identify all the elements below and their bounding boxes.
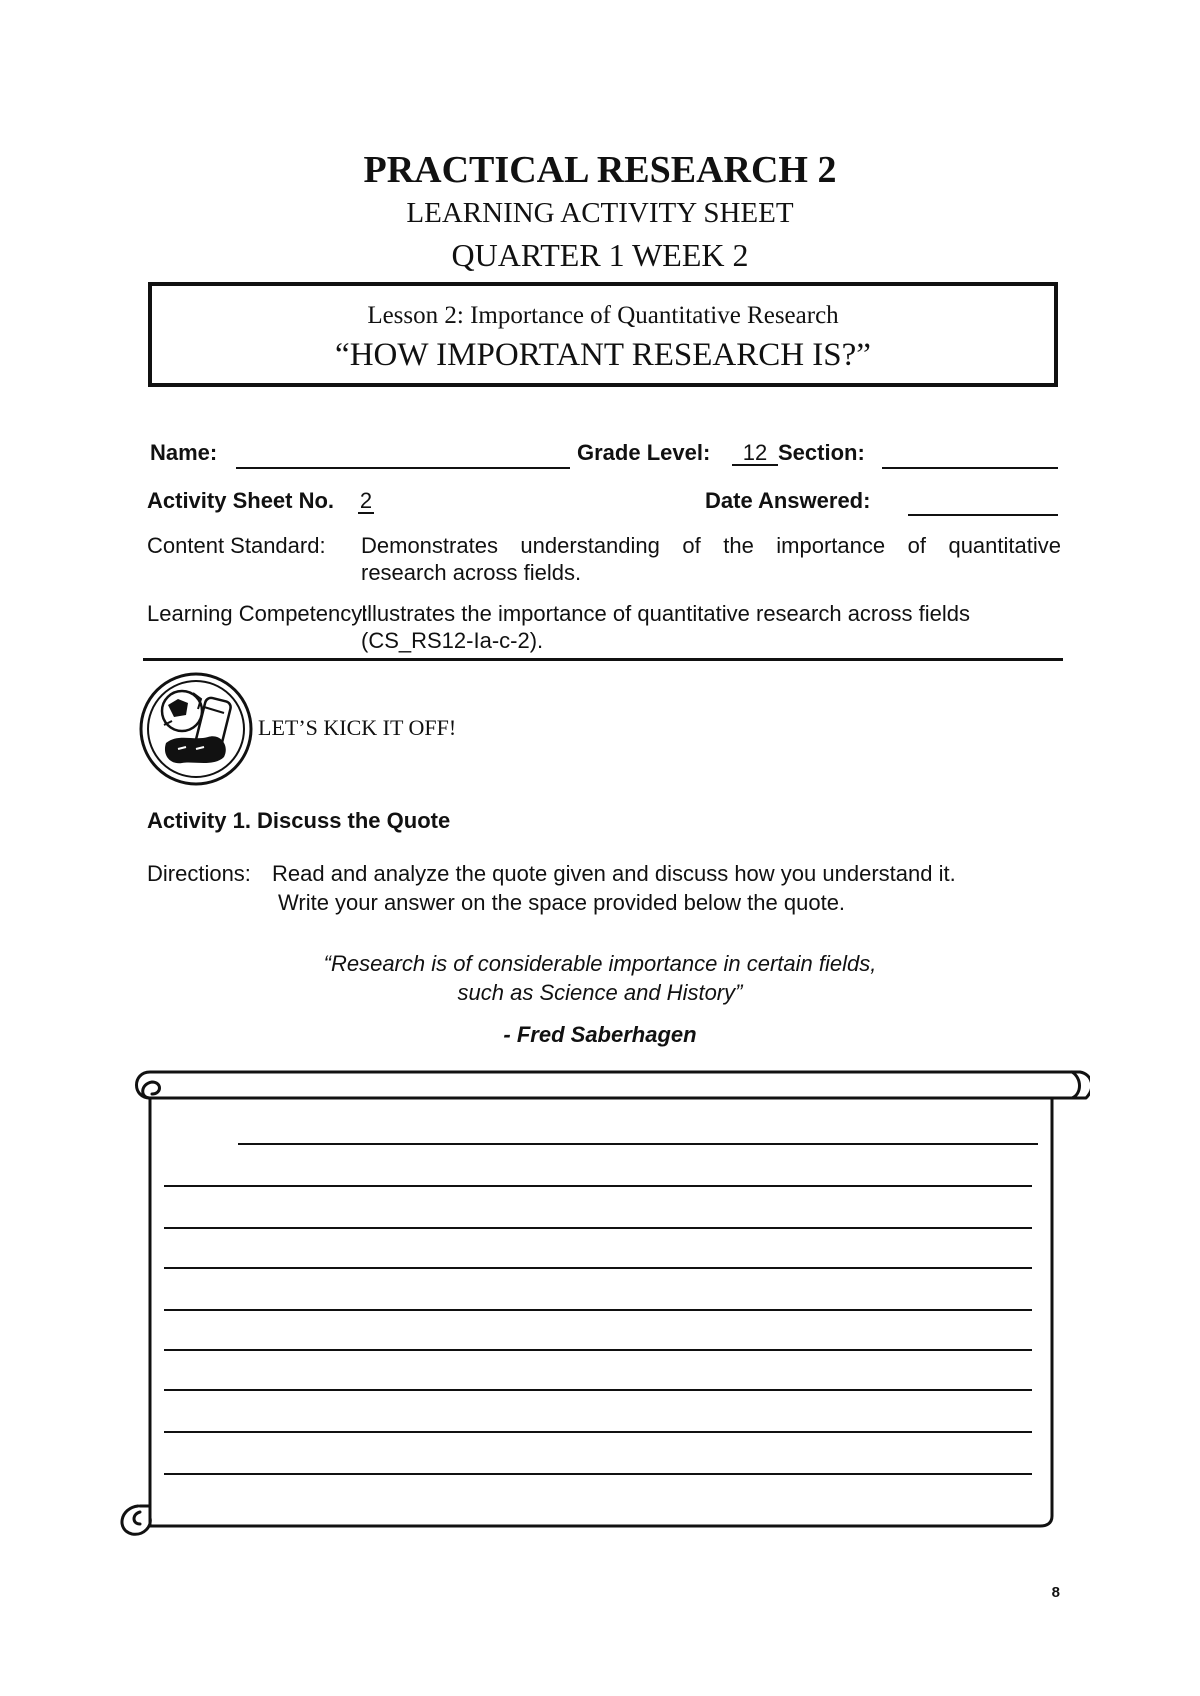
content-standard-text-2: research across fields. (361, 560, 582, 585)
learning-competency-label: Learning Competency: (147, 601, 369, 626)
answer-line-5[interactable] (164, 1296, 1032, 1310)
page-title: PRACTICAL RESEARCH 2 (363, 149, 837, 191)
directions-text-2: Write your answer on the space provided below the quote. (278, 890, 846, 915)
name-field[interactable] (236, 445, 570, 469)
answer-line-1[interactable] (238, 1130, 1038, 1144)
lesson-label: Lesson 2: Importance of Quantitative Research (367, 302, 839, 329)
activity-sheet-number: 2 (359, 488, 373, 513)
answer-line-8[interactable] (164, 1418, 1032, 1432)
quarter-week: QUARTER 1 WEEK 2 (451, 237, 749, 273)
answer-line-9[interactable] (164, 1460, 1032, 1474)
answer-line-2[interactable] (164, 1172, 1032, 1186)
directions-label: Directions: (147, 861, 251, 886)
activity-sheet-label: Activity Sheet No. (147, 488, 335, 513)
learning-competency-text-2: (CS_RS12-Ia-c-2). (361, 628, 544, 653)
directions-text-1: Read and analyze the quote given and discuss how you understand it. (272, 861, 956, 886)
date-answered-field[interactable] (908, 492, 1058, 516)
activity-title: Activity 1. Discuss the Quote (147, 808, 451, 833)
answer-line-4[interactable] (164, 1254, 1032, 1268)
kickoff-label: LET’S KICK IT OFF! (258, 715, 457, 740)
section-label: Section: (778, 440, 865, 465)
answer-line-6[interactable] (164, 1336, 1032, 1350)
lesson-box (148, 282, 1058, 387)
quote-line-1: “Research is of considerable importance in certain fields, (323, 951, 877, 976)
answer-line-3[interactable] (164, 1214, 1032, 1228)
quote-line-2: such as Science and History” (457, 980, 743, 1005)
date-answered-label: Date Answered: (705, 488, 871, 513)
content-standard-label: Content Standard: (147, 533, 326, 558)
answer-line-7[interactable] (164, 1376, 1032, 1390)
grade-level-field[interactable]: 12 (732, 440, 778, 466)
page-number: 8 (1051, 1584, 1060, 1601)
grade-level-label: Grade Level: (577, 440, 711, 465)
quote-author: - Fred Saberhagen (503, 1022, 697, 1047)
section-field[interactable] (882, 445, 1058, 469)
content-standard-text-1: Demonstrates understanding of the importance of quantitative (361, 533, 1061, 558)
learning-competency-text-1: Illustrates the importance of quantitative research across fields (361, 601, 970, 626)
page-subtitle: LEARNING ACTIVITY SHEET (406, 197, 794, 229)
soccer-ball-icon (138, 671, 254, 787)
section-divider (143, 658, 1063, 661)
lesson-title: “HOW IMPORTANT RESEARCH IS?” (335, 337, 871, 373)
name-label: Name: (150, 440, 218, 465)
